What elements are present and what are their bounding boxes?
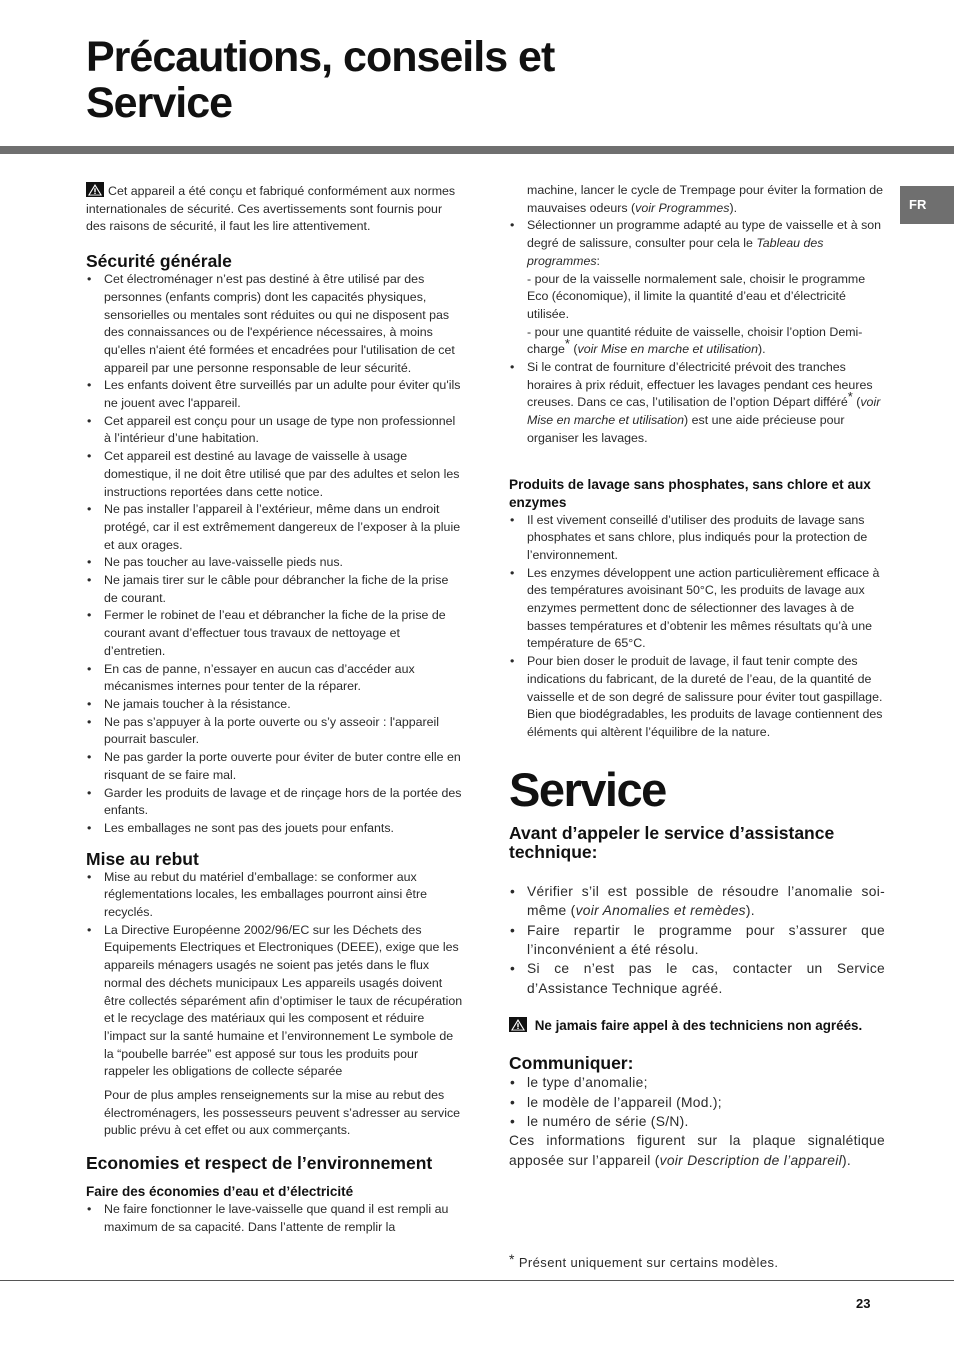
list-item: • Ne pas installer l’appareil à l’extérieur, même dans un endroit protégé, car il est extrêmement dangereux de l’exposer à la pluie et aux orages. <box>86 501 464 554</box>
communiquer-text: Ces informations figurent sur la plaque signalétique apposée sur l’appareil (voir Description de l’appareil). <box>509 1133 885 1168</box>
list-item: • Ne pas toucher au lave-vaisselle pieds nus. <box>86 554 464 572</box>
securite-heading: Sécurité générale <box>86 251 232 272</box>
communiquer-list <box>509 1073 885 1131</box>
intro-text: Cet appareil a été conçu et fabriqué conformément aux normes internationales de sécurité. Ces avertissements sont fournis pour des raisons de sécurité, il faut les lire attentivement. <box>86 184 456 234</box>
right-column <box>509 182 885 1170</box>
cross-reference: Tableau des programmes <box>527 236 824 268</box>
service-warning: Ne jamais faire appel à des techniciens non agréés. <box>509 1016 885 1035</box>
list-item: • Pour bien doser le produit de lavage, il faut tenir compte des indications du fabricant, de la dureté de l’eau, de la quantité de vaisselle et de son degré de salissure pour éviter tout gaspillage. Bien que biodégradables, les produits de lavage contiennent des éléments qui altèrent l’équilibre de la nature. <box>509 653 885 742</box>
footer-rule <box>0 1280 954 1281</box>
communiquer-heading: Communiquer: <box>509 1053 634 1074</box>
header-rule <box>0 146 954 154</box>
list-item: • Les emballages ne sont pas des jouets pour enfants. <box>86 820 464 838</box>
communiquer-block <box>509 1073 885 1170</box>
intro-paragraph <box>86 182 464 236</box>
economies-subheading: Faire des économies d’eau et d’électricité <box>86 1184 354 1200</box>
list-item: • Vérifier s’il est possible de résoudre l’anomalie soi-même (voir Anomalies et remèdes). <box>509 882 885 921</box>
economies-list-left <box>86 1201 464 1236</box>
cross-reference: voir Description de l’appareil <box>659 1152 842 1168</box>
language-tab: FR <box>900 186 954 224</box>
economies-heading: Economies et respect de l’environnement <box>86 1153 433 1174</box>
list-item: • Ne pas s’appuyer à la porte ouverte ou s’y asseoir : l'appareil pourrait basculer. <box>86 714 464 749</box>
footnote: * Présent uniquement sur certains modèles. <box>509 1251 779 1270</box>
list-item: • Garder les produits de lavage et de rinçage hors de la portée des enfants. <box>86 785 464 820</box>
rebut-note: Pour de plus amples renseignements sur la mise au rebut des électroménagers, les possesseurs peuvent s’adresser au service public prévu à cet effet ou aux commerçants. <box>104 1088 461 1138</box>
warning-icon <box>86 182 104 197</box>
list-item: • Cet électroménager n’est pas destiné à être utilisé par des personnes (enfants compris) dont les capacités physiques, sensorielles ou mentales sont réduites ou qui ne disposent pas des connaissances ou de l'expérience nécessaires, à moins qu'elles n'aient été formées et encadrées pour l'utilisation de cet appareil par une personne responsable de leur sécurité. <box>86 271 464 377</box>
list-item: • Sélectionner un programme adapté au type de vaisselle et à son degré de salissure, consulter pour cela le Tableau des programmes: - pour de la vaisselle normalement sale, choisir le programme Eco (économique), il limite la quantité d’eau et d’électricité utilisée. - pour une quantité réduite de vaisselle, choisir l’option Demi-charge* (voir Mise en marche et utilisation). <box>509 217 885 359</box>
left-column <box>86 182 464 1237</box>
produits-heading: Produits de lavage sans phosphates, sans chlore et aux enzymes <box>509 476 871 510</box>
list-item: • Les enzymes développent une action particulièrement efficace à des températures avoisinant 50°C, les produits de lavage aux enzymes permettent donc de sélectionner des lavages à de basses températures et d’obtenir les mêmes résultats qu’à une température de 65°C. <box>509 565 885 654</box>
list-item: • le numéro de série (S/N). <box>509 1112 885 1131</box>
produits-list <box>509 512 885 742</box>
avant-heading: Avant d’appeler le service d’assistance technique: <box>509 822 835 862</box>
list-item: • En cas de panne, n’essayer en aucun cas d’accéder aux mécanismes internes pour tenter de la réparer. <box>86 661 464 696</box>
list-item: • le type d’anomalie; <box>509 1073 885 1092</box>
list-item: • Ne jamais toucher à la résistance. <box>86 696 464 714</box>
economies-list-right <box>509 217 885 447</box>
page-title <box>86 34 554 126</box>
list-item: • Fermer le robinet de l’eau et débrancher la fiche de la prise de courant avant d’effectuer tous travaux de nettoyage et d’entretien. <box>86 607 464 660</box>
list-item: • La Directive Européenne 2002/96/EC sur les Déchets des Equipements Electriques et Electroniques (DEEE), exige que les appareils ménagers usagés ne soient pas jetés dans le flux normal des déchets municipaux Les appareils usagés doivent être collectés séparément afin d’optimiser le taux de récupération et le recyclage des matériaux qui les composent et réduire l’impact sur la santé humaine et l’environnement Le symbole de la “poubelle barrée” est apposé sur tous les produits pour rappeler les obligations de collecte séparée <box>86 922 464 1081</box>
list-item: • Si ce n’est pas le cas, contacter un Service d’Assistance Technique agréé. <box>509 959 885 998</box>
page-title-line1: Précautions, conseils et <box>86 33 555 81</box>
list-item: • Ne pas garder la porte ouverte pour éviter de buter contre elle en risquant de se faire mal. <box>86 749 464 784</box>
list-item: • Mise au rebut du matériel d’emballage: se conformer aux réglementations locales, les emballages pourront ainsi être recyclés. <box>86 869 464 922</box>
economies-item1-continued: machine, lancer le cycle de Trempage pour éviter la formation de mauvaises odeurs (voir Programmes). <box>527 183 884 215</box>
securite-list <box>86 271 464 838</box>
list-item: • Cet appareil est destiné au lavage de vaisselle à usage domestique, il ne doit être utilisé que par des adultes et selon les instructions reportées dans cette notice. <box>86 448 464 501</box>
warning-icon <box>509 1017 527 1032</box>
list-item: • Les enfants doivent être surveillés par un adulte pour éviter qu'ils ne jouent avec l'appareil. <box>86 377 464 412</box>
avant-list <box>509 882 885 998</box>
service-heading: Service <box>509 762 666 816</box>
list-item: • Si le contrat de fourniture d’électricité prévoit des tranches horaires à prix réduit, effectuer les lavages pendant ces heures creuses. Dans ce cas, l’utilisation de l’option Départ différé* (voir Mise en marche et utilisation) est une aide précieuse pour organiser les lavages. <box>509 359 885 448</box>
cross-reference: voir Anomalies et remèdes <box>575 903 746 919</box>
list-item: • Il est vivement conseillé d’utiliser des produits de lavage sans phosphates et sans chlore, plus indiqués pour la protection de l’environnement. <box>509 512 885 565</box>
rebut-list <box>86 869 464 1081</box>
cross-reference: voir Mise en marche et utilisation <box>577 342 758 357</box>
page-title-line2: Service <box>86 79 233 127</box>
list-item: • Faire repartir le programme pour s’assurer que l’inconvénient a été résolu. <box>509 921 885 960</box>
list-item: • Ne jamais tirer sur le câble pour débrancher la fiche de la prise de courant. <box>86 572 464 607</box>
list-item: • le modèle de l’appareil (Mod.); <box>509 1093 885 1112</box>
page-number: 23 <box>856 1296 871 1311</box>
cross-reference: voir Mise en marche et utilisation <box>527 395 881 428</box>
list-item: • Cet appareil est conçu pour un usage de type non professionnel à l’intérieur d’une habitation. <box>86 413 464 448</box>
cross-reference: voir Programmes <box>635 200 730 215</box>
list-item: • Ne faire fonctionner le lave-vaisselle que quand il est rempli au maximum de sa capacité. Dans l’attente de remplir la <box>86 1201 464 1236</box>
rebut-heading: Mise au rebut <box>86 848 199 869</box>
